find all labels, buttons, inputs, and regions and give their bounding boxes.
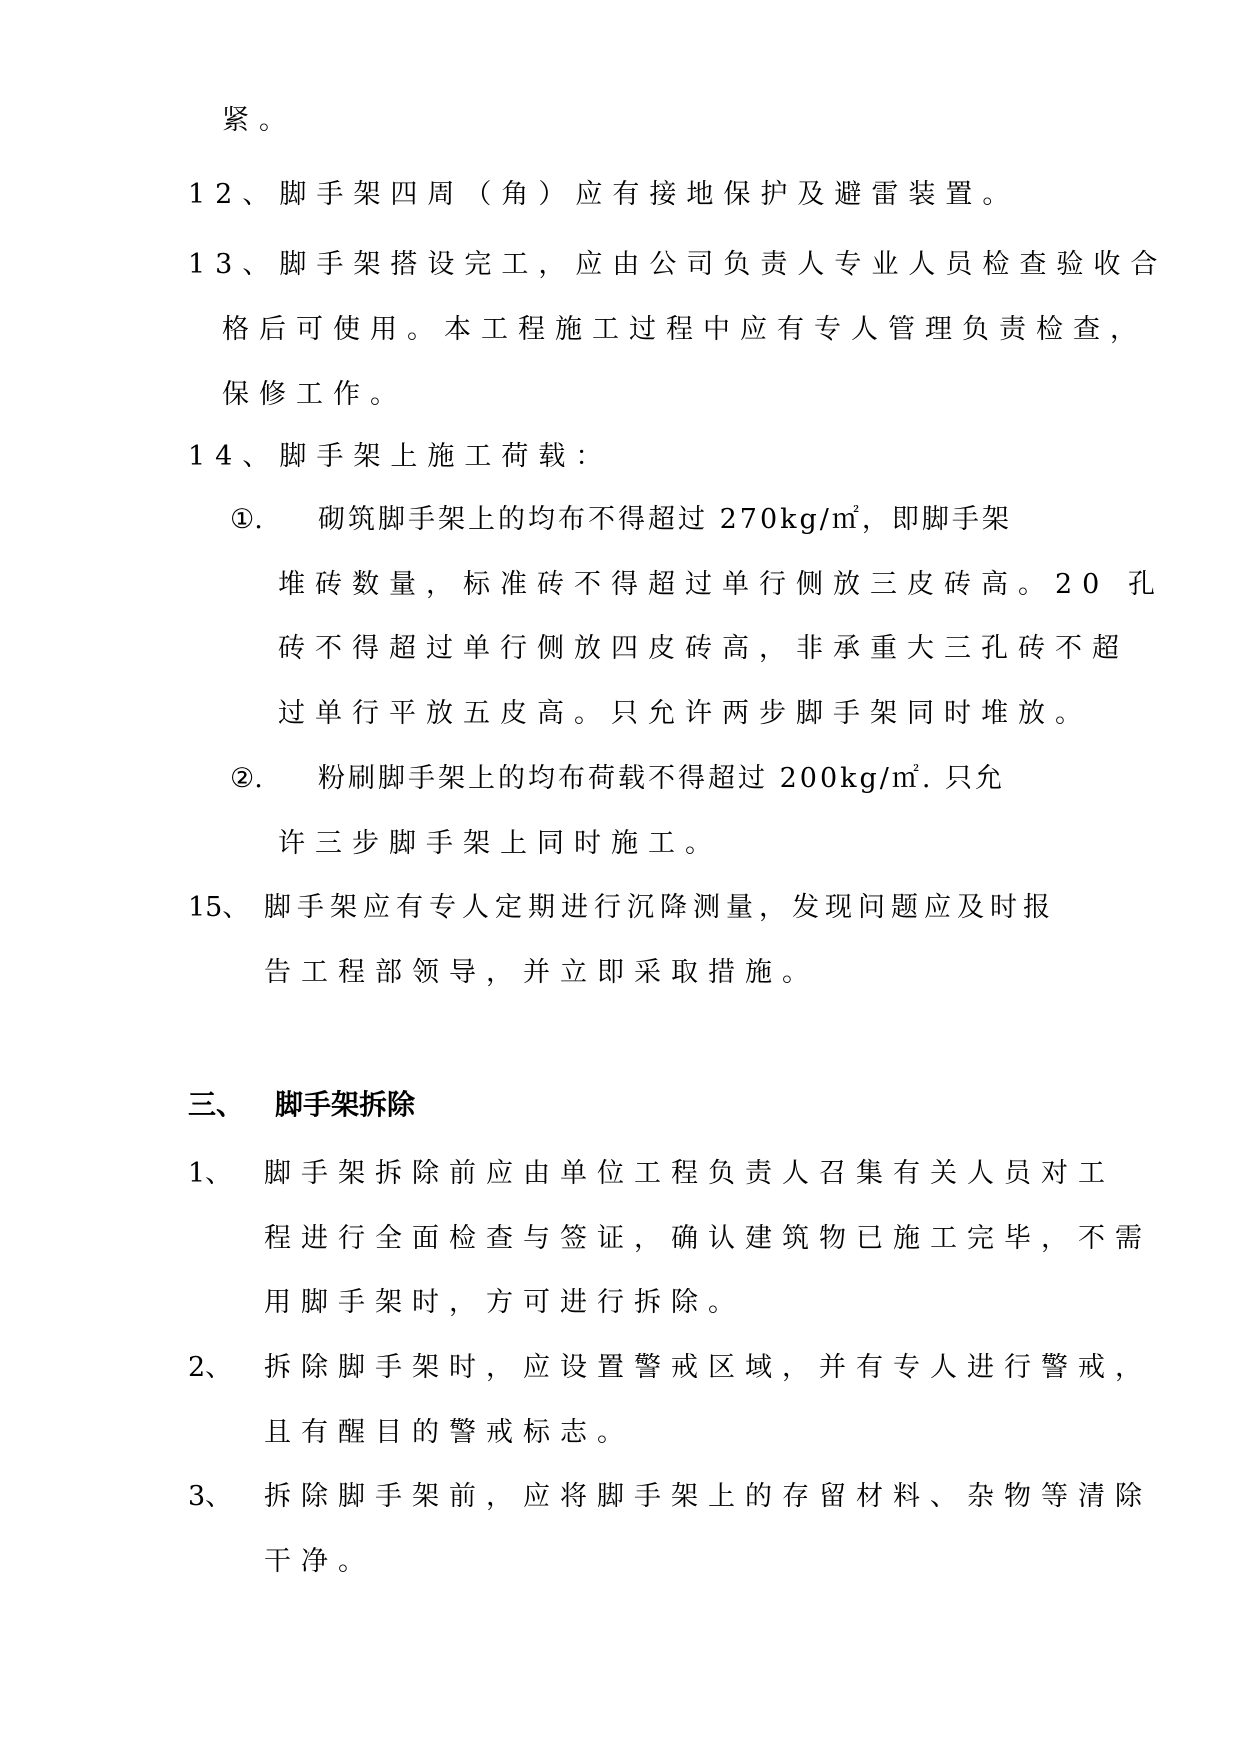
- text-line: 保修工作。: [222, 379, 407, 410]
- section-number: 三、: [188, 1088, 245, 1121]
- text-line: 脚手架应有专人定期进行沉降测量，发现问题应及时报: [264, 892, 1056, 923]
- list-item-label: 2、: [188, 1352, 233, 1383]
- text-line: 干净。: [264, 1546, 375, 1577]
- text-line: 脚手架拆除前应由单位工程负责人召集有关人员对工: [264, 1158, 1115, 1189]
- list-item-label: 3、: [188, 1481, 233, 1512]
- text-line: 拆除脚手架前，应将脚手架上的存留材料、杂物等清除: [264, 1481, 1152, 1512]
- text-line: 紧。: [222, 105, 296, 136]
- text-line: 过单行平放五皮高。只允许两步脚手架同时堆放。: [278, 698, 1092, 729]
- text-line: 许三步脚手架上同时施工。: [278, 828, 722, 859]
- text-line: 拆除脚手架时，应设置警戒区域，并有专人进行警戒，: [264, 1352, 1152, 1383]
- text-line: 砌筑脚手架上的均布不得超过 270kg/㎡，即脚手架: [318, 504, 1012, 535]
- list-item-14: 14、脚手架上施工荷载：: [188, 441, 613, 472]
- list-item-12: 12、脚手架四周（角）应有接地保护及避雷装置。: [188, 179, 1020, 210]
- text-line: 砖不得超过单行侧放四皮砖高，非承重大三孔砖不超: [278, 633, 1129, 664]
- text-line: 格后可使用。本工程施工过程中应有专人管理负责检查，: [222, 314, 1147, 345]
- text-line: 告工程部领导，并立即采取措施。: [264, 957, 819, 988]
- sub-item-marker-1: ①.: [230, 504, 263, 535]
- text-line: 用脚手架时，方可进行拆除。: [264, 1287, 745, 1318]
- section-title: 脚手架拆除: [275, 1088, 416, 1121]
- text-line: 粉刷脚手架上的均布荷载不得超过 200kg/㎡. 只允: [318, 763, 1006, 794]
- text-line: 堆砖数量，标准砖不得超过单行侧放三皮砖高。20 孔: [278, 569, 1165, 600]
- text-line: 程进行全面检查与签证，确认建筑物已施工完毕，不需: [264, 1223, 1152, 1254]
- sub-item-marker-2: ②.: [230, 763, 263, 794]
- list-item-13: 13、脚手架搭设完工，应由公司负责人专业人员检查验收合: [188, 249, 1168, 280]
- list-item-15-label: 15、: [188, 892, 250, 923]
- list-item-label: 1、: [188, 1158, 233, 1189]
- text-line: 且有醒目的警戒标志。: [264, 1417, 634, 1448]
